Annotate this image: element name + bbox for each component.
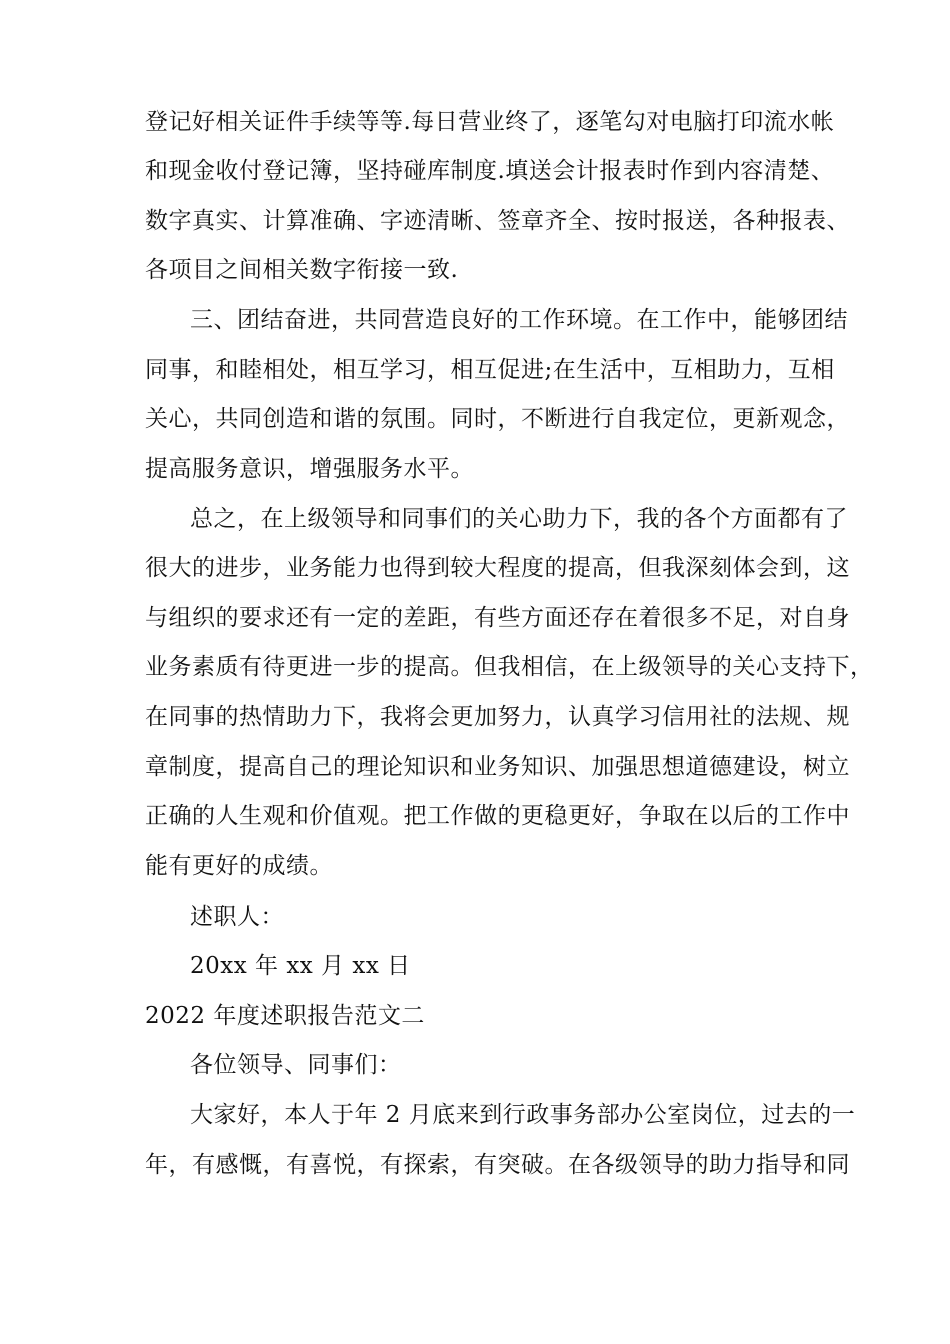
text-line: 关心，共同创造和谐的氛围。同时，不断进行自我定位，更新观念， (145, 406, 850, 432)
paragraph-start-line: 大家好，本人于年 2 月底来到行政事务部办公室岗位，过去的一 (190, 1102, 856, 1128)
text-line: 登记好相关证件手续等等.每日营业终了，逐笔勾对电脑打印流水帐 (145, 109, 835, 135)
text-line: 正确的人生观和价值观。把工作做的更稳更好，争取在以后的工作中 (145, 803, 850, 829)
section-title: 2022 年度述职报告范文二 (145, 1003, 425, 1029)
text-line: 提高服务意识，增强服务水平。 (145, 456, 474, 482)
text-line: 在同事的热情助力下，我将会更加努力，认真学习信用社的法规、规 (145, 704, 850, 730)
text-line: 年，有感慨，有喜悦，有探索，有突破。在各级领导的助力指导和同 (145, 1152, 850, 1178)
signature-label: 述职人： (190, 904, 284, 930)
text-line: 和现金收付登记簿，坚持碰库制度.填送会计报表时作到内容清楚、 (145, 158, 835, 184)
paragraph-start-line: 总之，在上级领导和同事们的关心助力下，我的各个方面都有了 (190, 506, 848, 532)
greeting: 各位领导、同事们： (190, 1052, 402, 1078)
text-line: 能有更好的成绩。 (145, 853, 333, 879)
text-line: 很大的进步，业务能力也得到较大程度的提高，但我深刻体会到，这 (145, 555, 850, 581)
text-line: 章制度，提高自己的理论知识和业务知识、加强思想道德建设，树立 (145, 754, 850, 780)
text-line: 数字真实、计算准确、字迹清晰、签章齐全、按时报送，各种报表、 (145, 208, 850, 234)
text-line: 各项目之间相关数字衔接一致. (145, 257, 459, 283)
paragraph-start-line: 三、团结奋进，共同营造良好的工作环境。在工作中，能够团结 (190, 307, 848, 333)
text-line: 与组织的要求还有一定的差距，有些方面还存在着很多不足，对自身 (145, 605, 850, 631)
text-line: 同事，和睦相处，相互学习，相互促进;在生活中，互相助力，互相 (145, 357, 835, 383)
text-line: 业务素质有待更进一步的提高。但我相信，在上级领导的关心支持下， (145, 654, 874, 680)
signature-date: 20xx 年 xx 月 xx 日 (190, 953, 411, 979)
